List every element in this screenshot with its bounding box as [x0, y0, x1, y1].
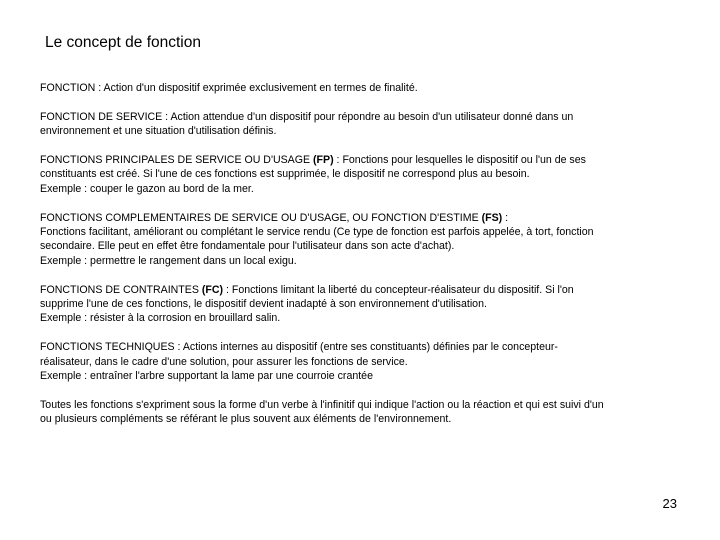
definition-fonctions-techniques: [40, 340, 685, 383]
definition-fonctions-de-contraintes: [40, 283, 685, 326]
definition-fonction-de-service: [40, 110, 685, 139]
text-line: Exemple : permettre le rangement dans un local exigu.: [40, 254, 297, 267]
slide-body: [40, 81, 685, 441]
text-line: FONCTIONS DE CONTRAINTES (FC) : Fonctions limitant la liberté du concepteur-réalisateur du dispositif. Si l'on: [40, 283, 574, 296]
text-line: ou plusieurs compléments se référant le plus souvent aux éléments de l'environnement.: [40, 413, 452, 426]
text-line: Toutes les fonctions s'expriment sous la forme d'un verbe à l'infinitif qui indique l'action ou la réaction et qui est suivi d'un: [40, 398, 604, 411]
slide-title: Le concept de fonction: [45, 34, 201, 51]
definition-fonctions-principales: [40, 153, 685, 196]
text-line: environnement et une situation d'utilisation définis.: [40, 125, 277, 138]
definition-fonction: [40, 81, 685, 95]
text-line: constituants est créé. Si l'une de ces fonctions est supprimée, le dispositif ne correspond plus au besoin.: [40, 168, 530, 181]
text-line: FONCTION DE SERVICE : Action attendue d'un dispositif pour répondre au besoin d'un utilisateur donné dans un: [40, 110, 574, 123]
text-line: FONCTIONS PRINCIPALES DE SERVICE OU D'USAGE (FP) : Fonctions pour lesquelles le dispositif ou l'un de ses: [40, 154, 586, 166]
text-line: FONCTIONS TECHNIQUES : Actions internes au dispositif (entre ses constituants) définies par le concepteur-: [40, 341, 558, 354]
conclusion-paragraph: [40, 398, 685, 427]
text-line: Exemple : résister à la corrosion en brouillard salin.: [40, 312, 281, 325]
text-line: supprime l'une de ces fonctions, le dispositif devient inadapté à son environnement d'utilisation.: [40, 298, 487, 311]
definition-fonctions-complementaires: [40, 211, 685, 269]
text-line: Exemple : entraîner l'arbre supportant la lame par une courroie crantée: [40, 370, 373, 383]
text-line: réalisateur, dans le cadre d'une solution, pour assurer les fonctions de service.: [40, 355, 408, 368]
text-line: Exemple : couper le gazon au bord de la mer.: [40, 182, 254, 195]
text-line: secondaire. Elle peut en effet être fondamentale pour l'utilisateur dans son acte d'achat).: [40, 240, 455, 253]
text-line: Fonctions facilitant, améliorant ou complétant le service rendu (Ce type de fonction est parfois appelée, à tort, fonction: [40, 226, 594, 239]
text-line: FONCTION : Action d'un dispositif exprimée exclusivement en termes de finalité.: [40, 82, 418, 94]
page-number: 23: [662, 496, 677, 511]
text-line: FONCTIONS COMPLEMENTAIRES DE SERVICE OU D'USAGE, OU FONCTION D'ESTIME (FS) :: [40, 211, 509, 224]
